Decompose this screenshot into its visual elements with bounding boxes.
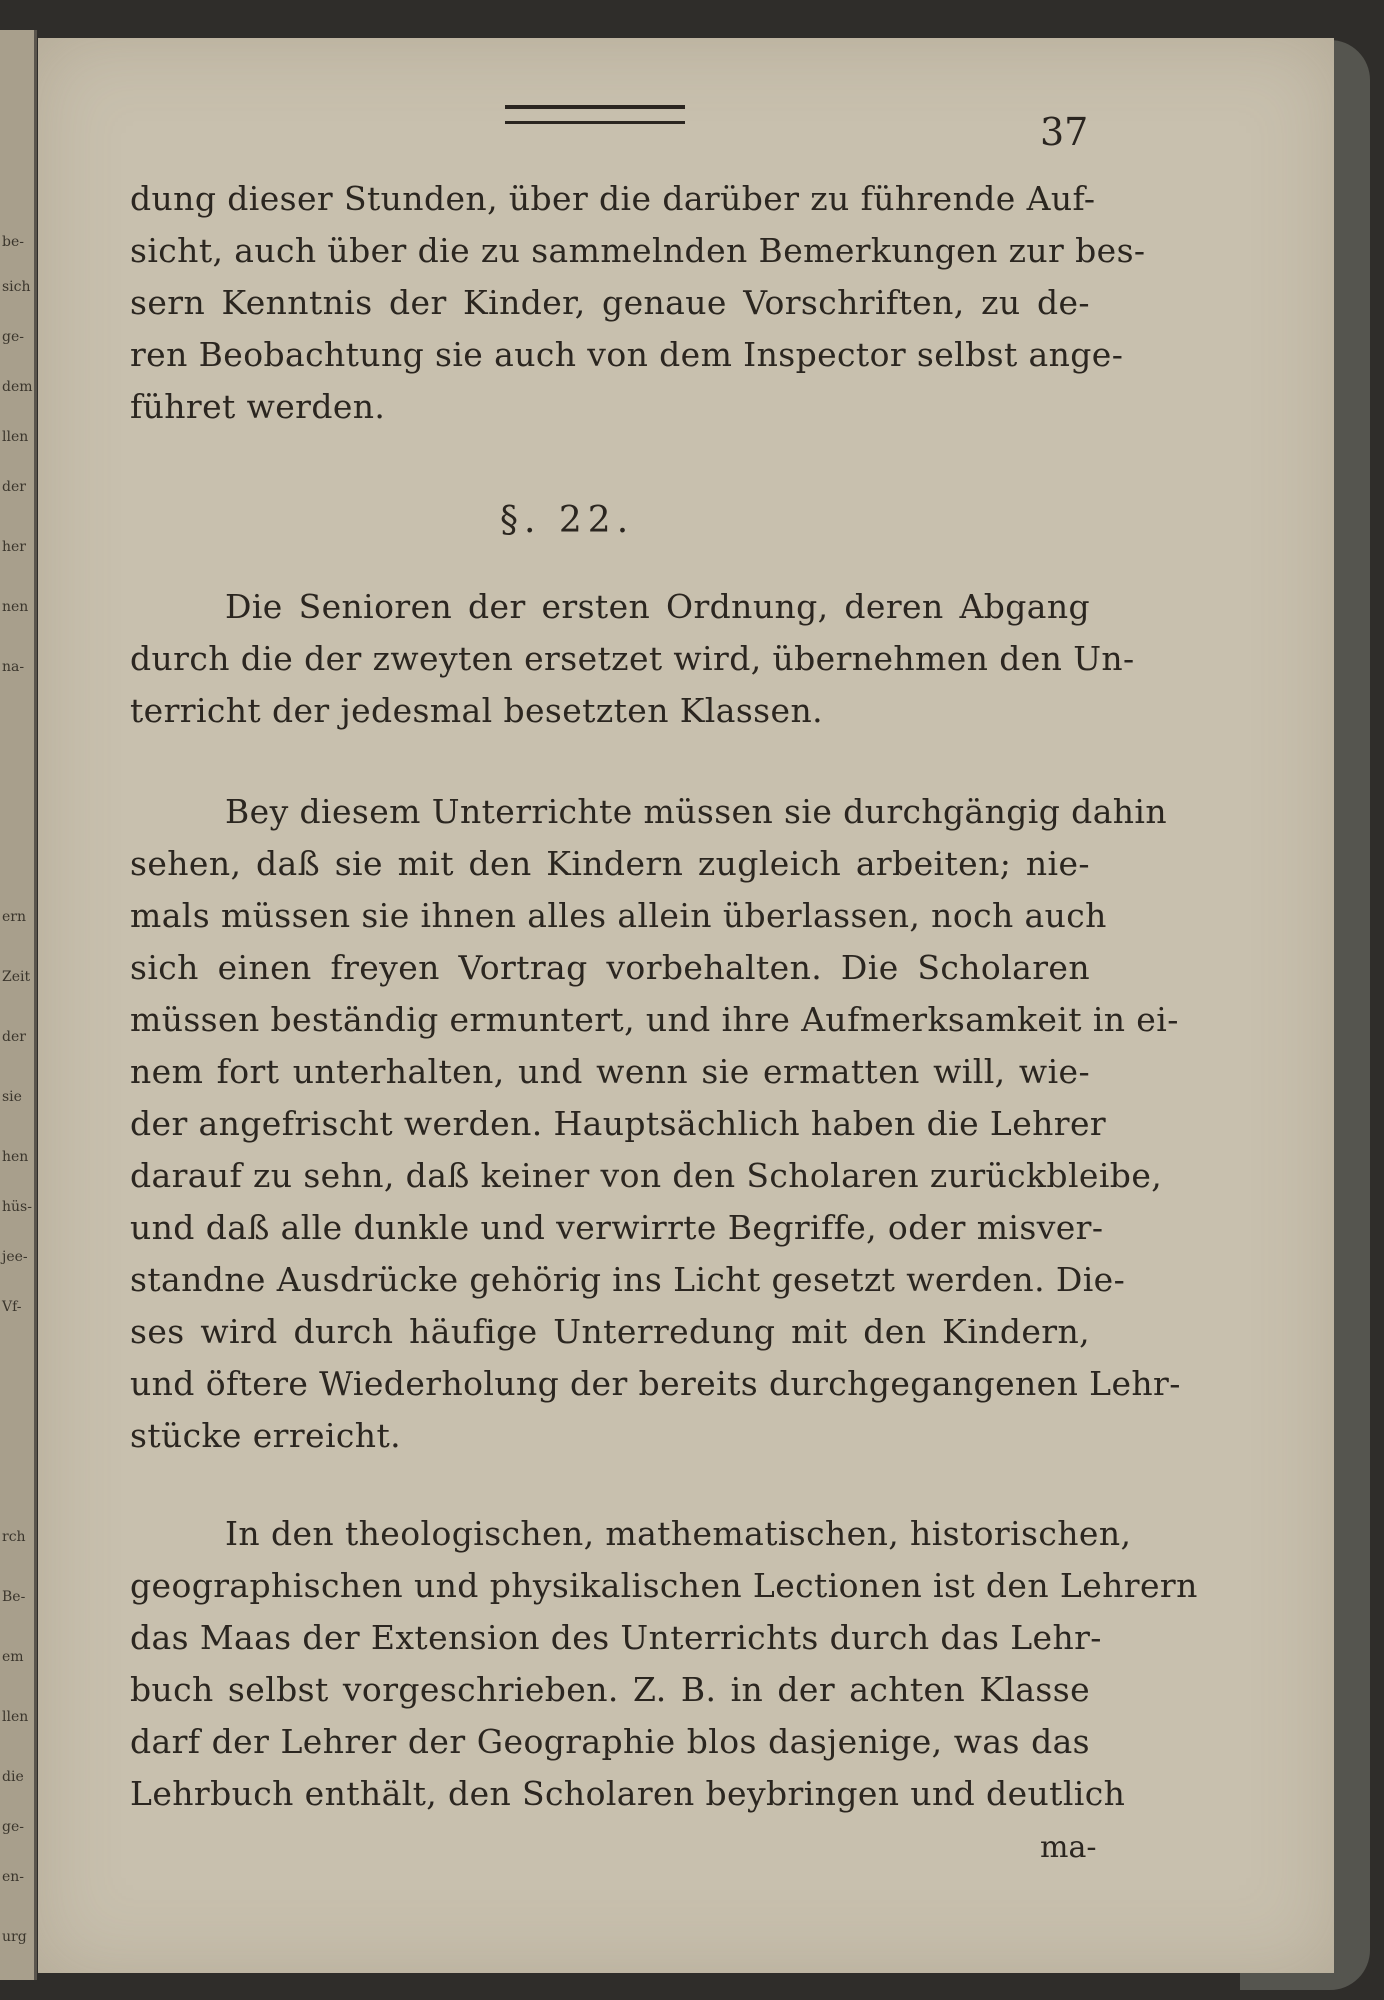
margin-fragment: hüs-: [2, 1199, 32, 1215]
margin-fragment: her: [2, 539, 26, 555]
text-line: sehen, daß sie mit den Kindern zugleich arbeiten; nie-: [130, 844, 1090, 883]
margin-fragment: en-: [2, 1869, 25, 1885]
margin-fragment: sich: [2, 279, 31, 295]
text-line: In den theologischen, mathematischen, historischen,: [225, 1514, 1132, 1553]
text-line: buch selbst vorgeschrieben. Z. B. in der achten Klasse: [130, 1670, 1090, 1709]
text-line: ses wird durch häufige Unterredung mit den Kindern,: [130, 1312, 1090, 1351]
text-line: durch die der zweyten ersetzet wird, übernehmen den Un-: [130, 639, 1135, 678]
text-line: dung dieser Stunden, über die darüber zu führende Auf-: [130, 179, 1096, 218]
text-line: standne Ausdrücke gehörig ins Licht gesetzt werden. Die-: [130, 1260, 1126, 1299]
section-heading: §. 22.: [500, 500, 635, 541]
text-line: müssen beständig ermuntert, und ihre Aufmerksamkeit in ei-: [130, 1000, 1179, 1039]
margin-fragment: be-: [2, 234, 24, 250]
margin-fragment: sie: [2, 1089, 22, 1105]
margin-fragment: ge-: [2, 1819, 24, 1835]
text-line: geographischen und physikalischen Lectionen ist den Lehrern: [130, 1566, 1198, 1605]
text-line: führet werden.: [130, 387, 386, 426]
text-line: terricht der jedesmal besetzten Klassen.: [130, 691, 823, 730]
text-line: sich einen freyen Vortrag vorbehalten. Die Scholaren: [130, 948, 1090, 987]
margin-fragment: Vf-: [2, 1299, 22, 1315]
text-line: sicht, auch über die zu sammelnden Bemerkungen zur bes-: [130, 231, 1146, 270]
margin-fragment: na-: [2, 659, 25, 675]
margin-fragment: jee-: [2, 1249, 28, 1265]
margin-fragment: Be-: [2, 1589, 26, 1605]
catchword: ma-: [1040, 1830, 1097, 1865]
margin-fragment: em: [2, 1649, 24, 1665]
text-line: nem fort unterhalten, und wenn sie ermatten will, wie-: [130, 1052, 1090, 1091]
header-rule: [505, 105, 685, 124]
text-line: darauf zu sehn, daß keiner von den Scholaren zurückbleibe,: [130, 1156, 1163, 1195]
margin-fragment: ge-: [2, 329, 24, 345]
text-line: und öftere Wiederholung der bereits durchgegangenen Lehr-: [130, 1364, 1181, 1403]
text-line: das Maas der Extension des Unterrichts durch das Lehr-: [130, 1618, 1102, 1657]
margin-fragment: llen: [2, 429, 29, 445]
text-line: und daß alle dunkle und verwirrte Begriffe, oder misver-: [130, 1208, 1104, 1247]
margin-fragment: dem: [2, 379, 33, 395]
text-line: der angefrischt werden. Hauptsächlich haben die Lehrer: [130, 1104, 1107, 1143]
text-line: darf der Lehrer der Geographie blos dasjenige, was das: [130, 1722, 1090, 1761]
margin-fragment: urg: [2, 1929, 27, 1945]
text-line: Lehrbuch enthält, den Scholaren beybringen und deutlich: [130, 1774, 1126, 1813]
margin-fragment: rch: [2, 1529, 26, 1545]
left-page-edge: [0, 30, 37, 1980]
page-number: 37: [1040, 110, 1089, 154]
margin-fragment: Zeit: [2, 969, 31, 985]
margin-fragment: nen: [2, 599, 29, 615]
margin-fragment: der: [2, 1029, 26, 1045]
text-line: ren Beobachtung sie auch von dem Inspector selbst ange-: [130, 335, 1124, 374]
margin-fragment: die: [2, 1769, 24, 1785]
margin-fragment: llen: [2, 1709, 29, 1725]
text-line: Die Senioren der ersten Ordnung, deren Abgang: [225, 587, 1090, 626]
text-line: stücke erreicht.: [130, 1416, 401, 1455]
margin-fragment: ern: [2, 909, 26, 925]
margin-fragment: der: [2, 479, 26, 495]
text-line: Bey diesem Unterrichte müssen sie durchgängig dahin: [225, 792, 1168, 831]
margin-fragment: hen: [2, 1149, 29, 1165]
text-line: mals müssen sie ihnen alles allein überlassen, noch auch: [130, 896, 1107, 935]
text-line: sern Kenntnis der Kinder, genaue Vorschriften, zu de-: [130, 283, 1090, 322]
